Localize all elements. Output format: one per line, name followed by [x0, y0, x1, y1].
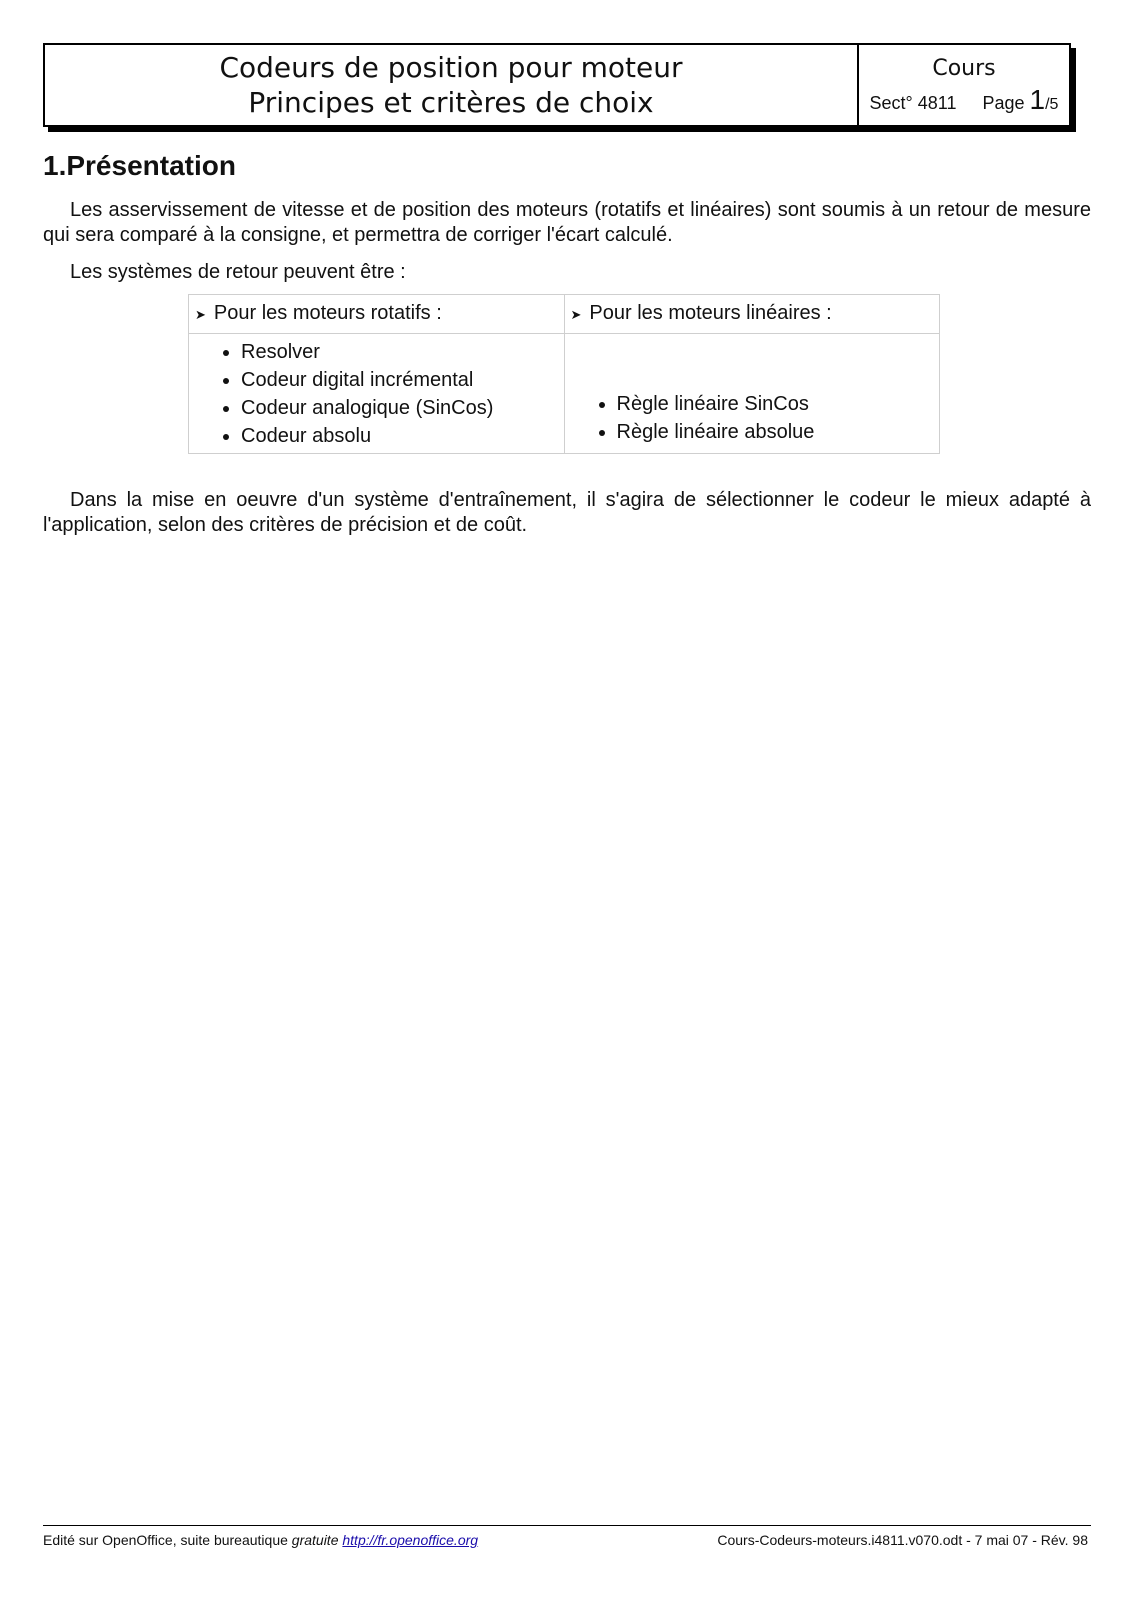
- section-heading: 1.Présentation: [43, 150, 236, 181]
- footer-prefix: Edité sur OpenOffice, suite bureautique: [43, 1532, 292, 1548]
- document-header: [43, 43, 1071, 127]
- rotary-items-list: [189, 338, 564, 450]
- header-title-block: [45, 45, 859, 125]
- footer-divider: [43, 1525, 1091, 1526]
- page-indicator: [982, 84, 1058, 116]
- footer-left: [43, 1532, 478, 1548]
- header-meta-block: [859, 45, 1069, 125]
- footer-italic: gratuite: [291, 1532, 339, 1548]
- linear-items-list: [565, 390, 940, 446]
- page-label: Page: [982, 93, 1025, 113]
- feedback-systems-table: [188, 294, 940, 454]
- list-item: • Codeur absolu: [241, 422, 564, 450]
- meta-row: [870, 84, 1059, 116]
- arrow-bullet-icon: ➤: [195, 307, 206, 322]
- title-line-2: Principes et critères de choix: [248, 86, 654, 119]
- paragraph-systems: Les systèmes de retour peuvent être :: [70, 261, 406, 283]
- title-line-1: Codeurs de position pour moteur: [219, 51, 683, 84]
- page-total: /5: [1045, 96, 1059, 113]
- list-item: • Règle linéaire SinCos: [617, 390, 940, 418]
- openoffice-link[interactable]: http://fr.openoffice.org: [342, 1532, 479, 1548]
- rotary-items-cell: [189, 334, 565, 454]
- list-item: • Codeur analogique (SinCos): [241, 394, 564, 422]
- rotary-header-label: Pour les moteurs rotatifs :: [213, 302, 442, 324]
- arrow-bullet-icon: ➤: [570, 307, 582, 322]
- linear-items-cell: [564, 334, 940, 454]
- list-item: • Codeur digital incrémental: [241, 366, 564, 394]
- paragraph-intro: Les asservissement de vitesse et de position des moteurs (rotatifs et linéaires) sont soumis à un retour de mesure qui sera comparé à la consigne, et permettra de corriger l'écart calculé.: [43, 199, 1091, 246]
- table-header-rotary: [189, 295, 565, 334]
- paragraph-selection: Dans la mise en oeuvre d'un système d'entraînement, il s'agira de sélectionner le codeur le mieux adapté à l'application, selon des critères de précision et de coût.: [43, 489, 1091, 536]
- list-item: • Resolver: [241, 338, 564, 366]
- table-header-row: [189, 295, 940, 334]
- list-item: • Règle linéaire absolue: [617, 418, 940, 446]
- linear-header-label: Pour les moteurs linéaires :: [589, 302, 832, 324]
- footer-file-info: Cours-Codeurs-moteurs.i4811.v070.odt - 7 mai 07 - Rév. 98: [717, 1532, 1088, 1548]
- table-body-row: [189, 334, 940, 454]
- section-number: Sect° 4811: [869, 93, 957, 113]
- table-header-linear: [564, 295, 940, 334]
- page-number: 1: [1029, 84, 1046, 115]
- doc-type: Cours: [932, 56, 996, 81]
